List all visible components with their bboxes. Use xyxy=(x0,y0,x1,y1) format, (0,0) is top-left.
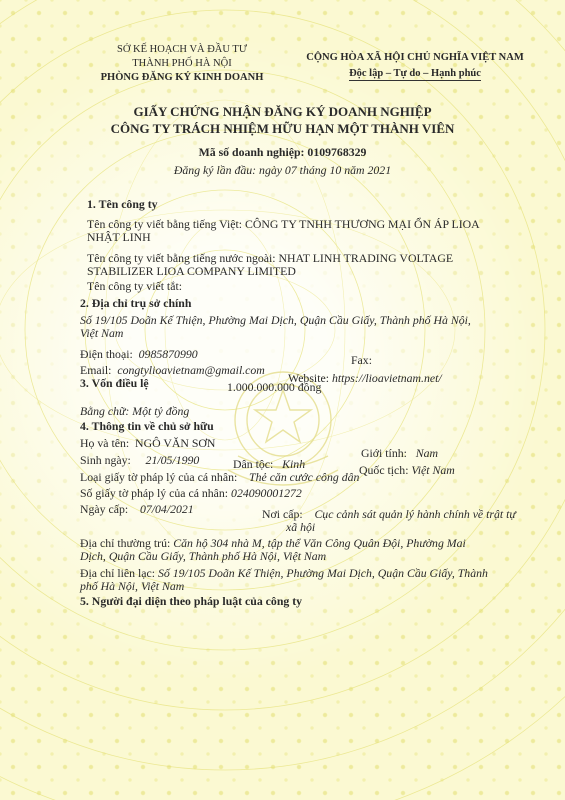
section-1-heading: 1. Tên công ty xyxy=(87,197,158,211)
issue-date-row: Ngày cấp: 07/04/2021 xyxy=(80,502,194,516)
capital-words: Bằng chữ: Một tỷ đồng xyxy=(80,404,190,418)
contact-address-cont: phố Hà Nội, Việt Nam xyxy=(80,579,185,593)
header-city: THÀNH PHỐ HÀ NỘI xyxy=(132,58,232,69)
fax-label: Fax: xyxy=(351,353,372,367)
contact-address-row: Địa chỉ liên lạc: Số 19/105 Doãn Kế Thiện, Phường Mai Dịch, Quận Cầu Giấy, Thành xyxy=(80,566,488,580)
id-type-row: Loại giấy tờ pháp lý của cá nhân: Thẻ căn cước công dân xyxy=(80,470,360,484)
perm-address-row: Địa chỉ thường trú: Căn hộ 304 nhà M, tập thể Văn Công Quân Đội, Phường Mai xyxy=(80,536,466,550)
doc-title: GIẤY CHỨNG NHẬN ĐĂNG KÝ DOANH NGHIỆP xyxy=(133,104,432,119)
doc-subtitle: CÔNG TY TRÁCH NHIỆM HỮU HẠN MỘT THÀNH VIÊN xyxy=(110,121,455,136)
vn-name-row: Tên công ty viết bằng tiếng Việt: CÔNG TY TNHH THƯƠNG MẠI ỔN ÁP LIOA xyxy=(87,217,480,231)
header-country: CỘNG HÒA XÃ HỘI CHỦ NGHĨA VIỆT NAM xyxy=(306,52,524,63)
dob-row: Sinh ngày: 21/05/1990 xyxy=(80,453,200,467)
company-code: Mã số doanh nghiệp: 0109768329 xyxy=(198,145,367,159)
issue-place-cont: xã hội xyxy=(286,520,316,534)
section-2-heading: 2. Địa chỉ trụ sở chính xyxy=(80,296,192,310)
ethnic-row: Dân tộc: Kinh xyxy=(233,457,306,471)
en-name-row: Tên công ty viết bằng tiếng nước ngoài: NHAT LINH TRADING VOLTAGE xyxy=(87,251,454,265)
issue-place-row: Nơi cấp: Cục cảnh sát quản lý hành chính về trật tự xyxy=(262,507,516,521)
en-name-cont: STABILIZER LIOA COMPANY LIMITED xyxy=(87,264,296,278)
gender-row: Giới tính: Nam xyxy=(361,446,439,460)
header-office: PHÒNG ĐĂNG KÝ KINH DOANH xyxy=(100,72,264,83)
address-line-1: Số 19/105 Doãn Kế Thiện, Phường Mai Dịch, Quận Cầu Giấy, Thành phố Hà Nội, xyxy=(80,313,471,327)
section-4-heading: 4. Thông tin về chủ sở hữu xyxy=(80,419,214,433)
short-name-row: Tên công ty viết tắt: xyxy=(87,279,183,293)
phone-row: Điện thoại: 0985870990 xyxy=(80,347,198,361)
website-row: Website: https://lioavietnam.net/ xyxy=(288,371,442,385)
section-3-heading: 3. Vốn điều lệ xyxy=(80,376,149,390)
owner-name-row: Họ và tên: NGÔ VĂN SƠN xyxy=(80,436,216,450)
section-5-heading: 5. Người đại diện theo pháp luật của công ty xyxy=(80,594,303,608)
id-number-row: Số giấy tờ pháp lý của cá nhân: 024090001272 xyxy=(80,486,302,500)
perm-address-cont: Dịch, Quận Cầu Giấy, Thành phố Hà Nội, Việt Nam xyxy=(80,549,327,563)
vn-name-cont: NHẬT LINH xyxy=(87,230,151,244)
nationality-row: Quốc tịch: Việt Nam xyxy=(359,463,455,477)
registration-date: Đăng ký lần đầu: ngày 07 tháng 10 năm 2021 xyxy=(173,163,392,177)
capital-amount: 1.000.000.000 đồng xyxy=(227,380,322,394)
email-row: Email: congtylioavietnam@gmail.com xyxy=(80,363,265,377)
header-motto: Độc lập – Tự do – Hạnh phúc xyxy=(349,68,481,79)
header-dept: SỞ KẾ HOẠCH VÀ ĐẦU TƯ xyxy=(117,44,247,55)
address-line-2: Việt Nam xyxy=(80,326,124,340)
